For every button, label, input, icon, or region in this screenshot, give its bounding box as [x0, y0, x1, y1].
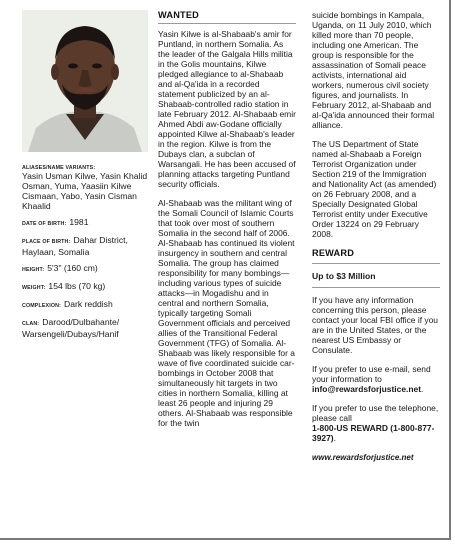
right-column — [312, 10, 440, 472]
weight-label: WEIGHT: — [22, 285, 46, 291]
pob-value: Dahar District, Haylaan, Somalia — [22, 235, 128, 257]
kampala-paragraph: suicide bombings in Kampala, Uganda, on 11 July 2010, which killed more than 70 people, including one American. The group is responsible for the assassination of Somali peace activists, international aid workers, numerous civil society figures, and journalists. In February 2012, al-Shabaab and al-Qa'ida announced their formal alliance. — [312, 10, 435, 130]
dob-row — [22, 217, 152, 229]
height-label: HEIGHT: — [22, 267, 45, 273]
email-link[interactable]: info@rewardsforjustice.net — [312, 384, 422, 394]
group-paragraph: Al-Shabaab was the militant wing of the Somali Council of Islamic Courts that took over most of southern Somalia in the second half of 2006. Al-Shabaab has continued its violent insurgency in southern and central Somalia. The group has claimed responsibility for many bombings—including various types of suicide attacks—in Mogadishu and in central and northern Somalia, typically targeting Somali Government officials and perceived allies of the Transitional Federal Government (TFG) of Somalia. Al-Shabaab was likely responsible for a wave of five coordinated suicide car-bombings in October 2008 that simultaneously hit targets in two cities in northern Somalia, killing at least 26 people and injuring 29 others. Al-Shabaab was responsible for the twin — [158, 198, 295, 428]
email-paragraph — [312, 364, 440, 394]
aliases-value: Yasin Usman Kilwe, Yasin Khalid Osman, Yuma, Yaasiin Kilwe Cismaan, Yabo, Yasin Cisman Khaalid — [22, 171, 148, 211]
complexion-row — [22, 299, 152, 311]
middle-column — [158, 10, 296, 437]
clan-value: Darood/Dulbahante/ Warsengeli/Dubays/Hanif — [22, 317, 120, 339]
phone-end: . — [333, 433, 336, 443]
designation-paragraph: The US Department of State named al-Shabaab a Foreign Terrorist Organization under Section 219 of the Immigration and Nationality Act (as amended) on 26 February 2008, and a Specially Designated Global Terrorist entity under Executive Order 13224 on 29 February 2008. — [312, 139, 437, 239]
reward-divider-top — [312, 263, 440, 264]
website-paragraph — [312, 452, 440, 463]
email-text: If you prefer to use e-mail, send your information to — [312, 364, 431, 384]
portrait-image — [22, 10, 148, 152]
phone-text: If you prefer to use the telephone, please call — [312, 403, 439, 423]
clan-label: CLAN: — [22, 321, 40, 327]
reward-heading: REWARD — [312, 248, 355, 258]
suspect-photo — [22, 10, 148, 152]
reward-divider-bottom — [312, 287, 440, 288]
aliases-label: ALIASES/NAME VARIANTS: — [22, 165, 96, 171]
dob-label: DATE OF BIRTH: — [22, 221, 67, 227]
wanted-heading: WANTED — [158, 10, 296, 24]
weight-row — [22, 281, 152, 293]
website-link[interactable]: www.rewardsforjustice.net — [312, 453, 414, 462]
contact-info: If you have any information concerning this person, please contact your local FBI office if you are in the United States, or the nearest US Embassy or Consulate. — [312, 295, 438, 355]
phone-number[interactable]: 1-800-US REWARD (1-800-877-3927) — [312, 423, 435, 443]
suspect-details — [22, 165, 152, 345]
complexion-label: COMPLEXION: — [22, 303, 62, 309]
height-row — [22, 263, 152, 275]
weight-value: 154 lbs (70 kg) — [48, 281, 106, 291]
bio-paragraph: Yasin Kilwe is al-Shabaab's amir for Puntland, in northern Somalia. As the leader of the Galgala Hills militia in the Golis mountains, Kilwe pledged allegiance to al-Shabaab and al-Qa'ida in a recorded statement publicized by an al-Shabaab-controlled radio station in late February 2012. Al-Shabaab emir Ahmed Abdi aw-Godane officially appointed Kilwe al-Shabaab's leader in the region. Kilwe is from the Dubays clan, a subclan of Warsangali. He has been accused of planning attacks targeting Puntland security officials. — [158, 29, 296, 189]
email-end: . — [421, 384, 424, 394]
clan-row — [22, 317, 152, 339]
reward-amount: Up to $3 Million — [312, 271, 376, 281]
pob-label: PLACE OF BIRTH: — [22, 239, 71, 245]
complexion-value: Dark reddish — [64, 299, 113, 309]
phone-paragraph — [312, 403, 440, 443]
aliases-section — [22, 165, 152, 211]
height-value: 5'3" (160 cm) — [47, 263, 98, 273]
pob-row — [22, 235, 152, 257]
dob-value: 1981 — [69, 217, 89, 227]
